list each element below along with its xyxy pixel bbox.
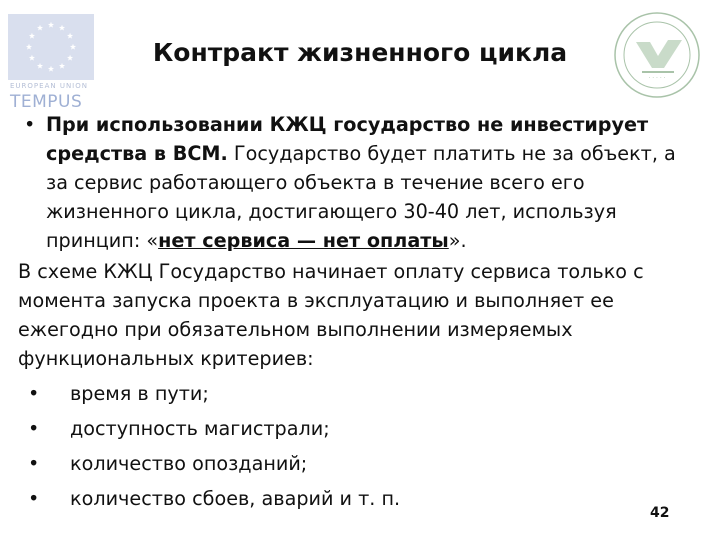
criterion-text: количество сбоев, аварий и т. п. — [70, 487, 401, 510]
scheme-paragraph: В схеме КЖЦ Государство начинает оплату сервиса только с момента запуска проекта в эксплуатацию и выполняет ее ежегодно при обязательном выполнении измеряемых функциональных критериев: — [18, 260, 644, 370]
main-bullet — [18, 110, 688, 255]
criterion-text: доступность магистрали; — [70, 417, 330, 440]
eu-star-icon — [48, 22, 54, 28]
list-item — [18, 414, 688, 443]
page-title: Контракт жизненного цикла — [152, 38, 568, 67]
bullet-icon: • — [28, 452, 40, 475]
list-item — [18, 484, 688, 513]
main-bullet-bold: При использовании КЖЦ государство не инвестирует средства в ВСМ. — [46, 113, 649, 165]
svg-text:· · · · ·: · · · · · — [648, 75, 666, 82]
tempus-name: TEMPUS — [10, 92, 83, 112]
bullet-icon: • — [28, 382, 40, 405]
slide-body — [18, 110, 688, 513]
criterion-text: количество опозданий; — [70, 452, 308, 475]
main-bullet-text: Государство будет платить не за объект, а за сервис работающего объекта в течение всего его жизненного цикла, достигающего 30-40 лет, используя принцип: « — [46, 142, 676, 252]
eu-star-icon — [37, 25, 43, 31]
criterion-text: время в пути; — [70, 382, 209, 405]
list-item — [18, 449, 688, 478]
page-number: 42 — [650, 505, 670, 521]
principle-text: нет сервиса — нет оплаты — [158, 229, 449, 252]
bullet-icon: • — [28, 487, 40, 510]
list-item — [18, 379, 688, 408]
eu-star-icon — [59, 25, 65, 31]
bullet-icon: • — [28, 417, 40, 440]
tempus-subtitle: EUROPEAN UNION — [10, 82, 88, 90]
main-bullet-end: ». — [448, 229, 467, 252]
bullet-icon: • — [24, 113, 36, 136]
